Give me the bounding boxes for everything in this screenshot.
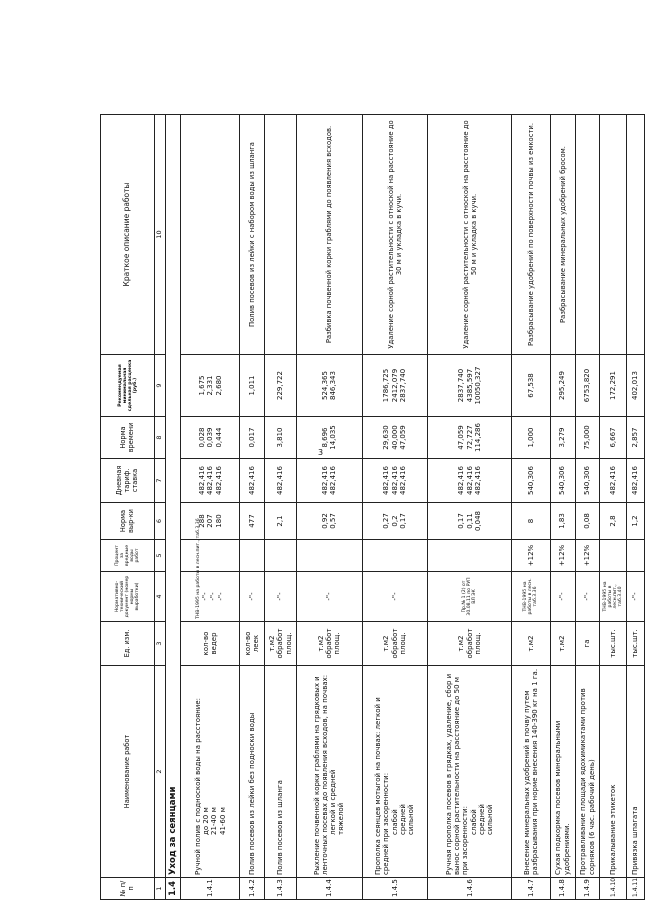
row-pct (265, 540, 296, 572)
value: 47,059 (457, 425, 466, 450)
row-sub: средней (398, 804, 407, 835)
value: 2,680 (214, 375, 223, 396)
row-price: 295,249 (550, 355, 575, 417)
value: 1786,725 (382, 368, 391, 403)
row-time (296, 417, 362, 459)
row-time: 75,000 (575, 417, 600, 459)
col-num-9: 9 (155, 355, 165, 417)
row-desc: Удаление сорной растительности с отноской на расстояние до 30 м и укладка в кучи. (362, 115, 428, 355)
value: 4385,597 (465, 368, 474, 403)
row-num: 1.4.6 (428, 878, 512, 900)
value: 482,416 (465, 466, 474, 495)
row-name: Сухая подкормка посевов минеральными удобрениями. (550, 666, 575, 878)
row-price (362, 355, 428, 417)
table-row (575, 115, 600, 900)
row-name: Протравливание площади ядохимикатами против сорняков (6 час. рабочий день) (575, 666, 600, 878)
table-row (428, 115, 512, 900)
row-num: 1.4.11 (626, 878, 644, 900)
header-name: Наименование работ (101, 666, 155, 878)
row-unit: га (575, 622, 600, 666)
row-unit: кол-во леек (240, 622, 265, 666)
row-price: 229,722 (265, 355, 296, 417)
value: 482,416 (390, 466, 399, 495)
row-rate: 482,416 (265, 459, 296, 503)
row-num: 1.4.3 (265, 878, 296, 900)
row-doc: -"- (240, 572, 265, 622)
row-pct: +12% (575, 540, 600, 572)
value: 72,727 (465, 425, 474, 450)
row-unit: тыс.шт. (626, 622, 644, 666)
col-num-4: 4 (155, 572, 165, 622)
value: 0,92 (320, 513, 329, 529)
row-pct (240, 540, 265, 572)
row-price: 1,011 (240, 355, 265, 417)
row-sub: слабой (390, 809, 399, 835)
row-time: 3,279 (550, 417, 575, 459)
row-doc: -"- (265, 572, 296, 622)
value: 482,416 (398, 466, 407, 495)
row-title: Прополка сеянцев мотыгой на почвах: легкой и средней при засоренности: (374, 697, 391, 875)
row-doc-text: ТНВ-1995 на работы в лесн.пит., таб.3.36 (195, 518, 201, 619)
row-doc: -"- (550, 572, 575, 622)
value: 40,000 (390, 425, 399, 450)
table-row (265, 115, 296, 900)
value: 482,416 (206, 466, 215, 495)
value: 482,416 (473, 466, 482, 495)
value: 482,416 (329, 466, 338, 495)
row-doc: Пр.№ 1 (2) от 30.08.11 по РУП ВЛ ЭК (428, 572, 512, 622)
value: 2,331 (206, 375, 215, 396)
row-name (181, 666, 240, 878)
row-norm: 0,08 (575, 503, 600, 540)
row-price (296, 355, 362, 417)
value: 0,11 (465, 513, 474, 529)
header-doc: Нормативно-технический документ (номер нормы выработки) (101, 572, 155, 622)
row-name: Внесение минеральных удобрений в почву путем разбрасывания при норме внесения 140-390 кг на 1 га. (512, 666, 551, 878)
row-sub: тяжелой (337, 802, 346, 835)
table-row (512, 115, 551, 900)
row-sub: до 20 м (202, 807, 211, 835)
row-num: 1.4.7 (512, 878, 551, 900)
table-row (362, 115, 428, 900)
row-num: 1.4.2 (240, 878, 265, 900)
header-unit: Ед. изм. (101, 622, 155, 666)
row-norm: 8 (512, 503, 551, 540)
row-desc (575, 115, 600, 355)
section-title: Уход за сеянцами (165, 115, 181, 878)
row-doc-sub: -"- (200, 592, 209, 601)
row-price: 6753,820 (575, 355, 600, 417)
value: 0,17 (398, 513, 407, 529)
row-doc: ТНВ-1995 на работы в лесн. таб.3.36 (512, 572, 551, 622)
value: 2837,740 (398, 368, 407, 403)
row-unit: тыс.шт. (600, 622, 626, 666)
row-num: 1.4.5 (362, 878, 428, 900)
row-name: Полив посевов из лейки без подноски воды (240, 666, 265, 878)
value: 207 (206, 514, 215, 528)
row-norm (181, 503, 240, 540)
value: 846,343 (329, 371, 338, 400)
row-sub: средней (477, 804, 486, 835)
row-price (181, 355, 240, 417)
value: 524,365 (320, 371, 329, 400)
value: 482,416 (320, 466, 329, 495)
value: 14,035 (329, 425, 338, 450)
row-time (362, 417, 428, 459)
header-time: Норма времени (101, 417, 155, 459)
row-name: Привязка шпагата (626, 666, 644, 878)
row-title: Рыхление почвенной корки граблями на грядковых и ленточных посевах до появления всходов, на почвах: (312, 674, 329, 875)
table-row (550, 115, 575, 900)
row-desc: Удаление сорной растительности с отноской на расстояние до 50 м и укладка в кучи. (428, 115, 512, 355)
table-row (240, 115, 265, 900)
row-desc (600, 115, 626, 355)
value: 0,17 (457, 513, 466, 529)
header-desc: Краткое описание работы (101, 115, 155, 355)
row-sub: сильной (407, 804, 416, 835)
row-rate (296, 459, 362, 503)
row-sub: легкой и средней (329, 769, 338, 835)
value: 288 (198, 514, 207, 528)
row-num: 1.4.8 (550, 878, 575, 900)
row-pct (626, 540, 644, 572)
row-norm (362, 503, 428, 540)
row-doc-sub: -"- (208, 592, 217, 601)
row-doc: -"- (296, 572, 362, 622)
row-unit: т.м2 обработ площ. (362, 622, 428, 666)
header-row (101, 115, 155, 900)
table-row (181, 115, 240, 900)
row-num: 1.4.9 (575, 878, 600, 900)
value: 482,416 (382, 466, 391, 495)
value: 0,444 (214, 427, 223, 448)
header-rate: Дневная тариф. ставка (101, 459, 155, 503)
row-norm: 2,8 (600, 503, 626, 540)
row-time: 3,810 (265, 417, 296, 459)
row-unit: т.м2 обработ площ. (265, 622, 296, 666)
row-desc: Разбрасывание минеральных удобрений бросом. (550, 115, 575, 355)
row-rate: 540,306 (575, 459, 600, 503)
row-norm: 1,2 (626, 503, 644, 540)
row-name: Полив посевов из шланга (265, 666, 296, 878)
col-num-3: 3 (155, 622, 165, 666)
col-num-10: 10 (155, 115, 165, 355)
row-num: 1.4.4 (296, 878, 362, 900)
row-sub: слабой (469, 809, 478, 835)
row-price: 402,013 (626, 355, 644, 417)
row-title: Ручной полив с подноской воды на расстояние: (193, 697, 202, 875)
value: 0,2 (390, 515, 399, 527)
row-doc: ТНВ-1995 на работы в лесн.пит., таб.3.40 (600, 572, 626, 622)
row-unit: т.м2 (512, 622, 551, 666)
header-numbers-row (155, 115, 165, 900)
section-num: 1.4 (165, 878, 181, 900)
row-pct (181, 540, 240, 572)
value: 47,059 (398, 425, 407, 450)
row-pct: +12% (550, 540, 575, 572)
section-row (165, 115, 181, 900)
row-pct (362, 540, 428, 572)
row-num: 1.4.1 (181, 878, 240, 900)
row-sub: 41-60 м (218, 807, 227, 835)
col-num-6: 6 (155, 503, 165, 540)
row-rate: 540,306 (512, 459, 551, 503)
table-row (296, 115, 362, 900)
value: 2837,740 (457, 368, 466, 403)
value: 0,57 (329, 513, 338, 529)
row-rate: 482,416 (626, 459, 644, 503)
row-name (362, 666, 428, 878)
row-doc: -"- (362, 572, 428, 622)
header-price: Рекомендуемая минимальная сдельная расценка (руб.) (101, 355, 155, 417)
row-num: 1.4.10 (600, 878, 626, 900)
row-name: Прикалывание этикеток (600, 666, 626, 878)
value: 0,27 (382, 513, 391, 529)
row-desc (626, 115, 644, 355)
row-pct: +12% (512, 540, 551, 572)
value: 482,416 (198, 466, 207, 495)
row-doc-sub: -"- (217, 592, 226, 601)
row-rate (181, 459, 240, 503)
row-time: 2,857 (626, 417, 644, 459)
row-name (428, 666, 512, 878)
row-pct (296, 540, 362, 572)
row-norm: 477 (240, 503, 265, 540)
row-sub: сильной (486, 804, 495, 835)
page-number: 3 (318, 448, 324, 457)
value: 114,286 (473, 423, 482, 452)
row-unit: т.м2 обработ площ. (428, 622, 512, 666)
value: 0,039 (206, 427, 215, 448)
work-rates-table (100, 114, 645, 900)
row-rate (428, 459, 512, 503)
row-rate: 540,306 (550, 459, 575, 503)
row-price: 172,291 (600, 355, 626, 417)
row-norm (296, 503, 362, 540)
table-row (626, 115, 644, 900)
row-norm: 1,83 (550, 503, 575, 540)
value: 29,630 (382, 425, 391, 450)
col-num-5: 5 (155, 540, 165, 572)
row-unit: т.м2 обработ площ. (296, 622, 362, 666)
row-norm (428, 503, 512, 540)
value: 1,675 (198, 375, 207, 396)
header-norm: Норма выр-ки (101, 503, 155, 540)
row-time: 1,000 (512, 417, 551, 459)
row-desc (265, 115, 296, 355)
row-rate: 482,416 (240, 459, 265, 503)
value: 482,416 (214, 466, 223, 495)
row-name (296, 666, 362, 878)
value: 180 (214, 514, 223, 528)
row-time: 6,667 (600, 417, 626, 459)
row-norm: 2,1 (265, 503, 296, 540)
row-price: 67,538 (512, 355, 551, 417)
value: 10050,327 (473, 366, 482, 405)
value: 482,416 (457, 466, 466, 495)
row-rate (362, 459, 428, 503)
row-rate: 482,416 (600, 459, 626, 503)
row-time: 0,017 (240, 417, 265, 459)
value: 2412,079 (390, 368, 399, 403)
row-pct (428, 540, 512, 572)
row-desc: Разбрасывание удобрений по поверхности почвы из емкости. (512, 115, 551, 355)
row-price (428, 355, 512, 417)
col-num-7: 7 (155, 459, 165, 503)
row-unit: кол-во ведер (181, 622, 240, 666)
col-num-1: 1 (155, 878, 165, 900)
col-num-8: 8 (155, 417, 165, 459)
rotated-page (100, 115, 645, 900)
row-doc: -"- (626, 572, 644, 622)
row-time (428, 417, 512, 459)
row-time (181, 417, 240, 459)
value: 0,028 (198, 427, 207, 448)
row-desc (181, 115, 240, 355)
row-desc: Разбивка почвенной корки граблями до появления всходов. (296, 115, 362, 355)
col-num-2: 2 (155, 666, 165, 878)
header-num: № п/п (101, 878, 155, 900)
row-title: Ручная прополка посевов в грядках, удаление, сбор и вынос сорной растительности на расстояние до 50 м при засоренности: (444, 673, 470, 875)
row-pct (600, 540, 626, 572)
row-sub: 21-40 м (210, 807, 219, 835)
value: 8,696 (320, 427, 329, 448)
header-pct: Процент за вредные воды работ (101, 540, 155, 572)
row-unit: т.м2 (550, 622, 575, 666)
table-row (600, 115, 626, 900)
row-doc: -"- (575, 572, 600, 622)
row-desc: Полив посевов из лейки с набором воды из шланга (240, 115, 265, 355)
value: 0,048 (473, 510, 482, 532)
